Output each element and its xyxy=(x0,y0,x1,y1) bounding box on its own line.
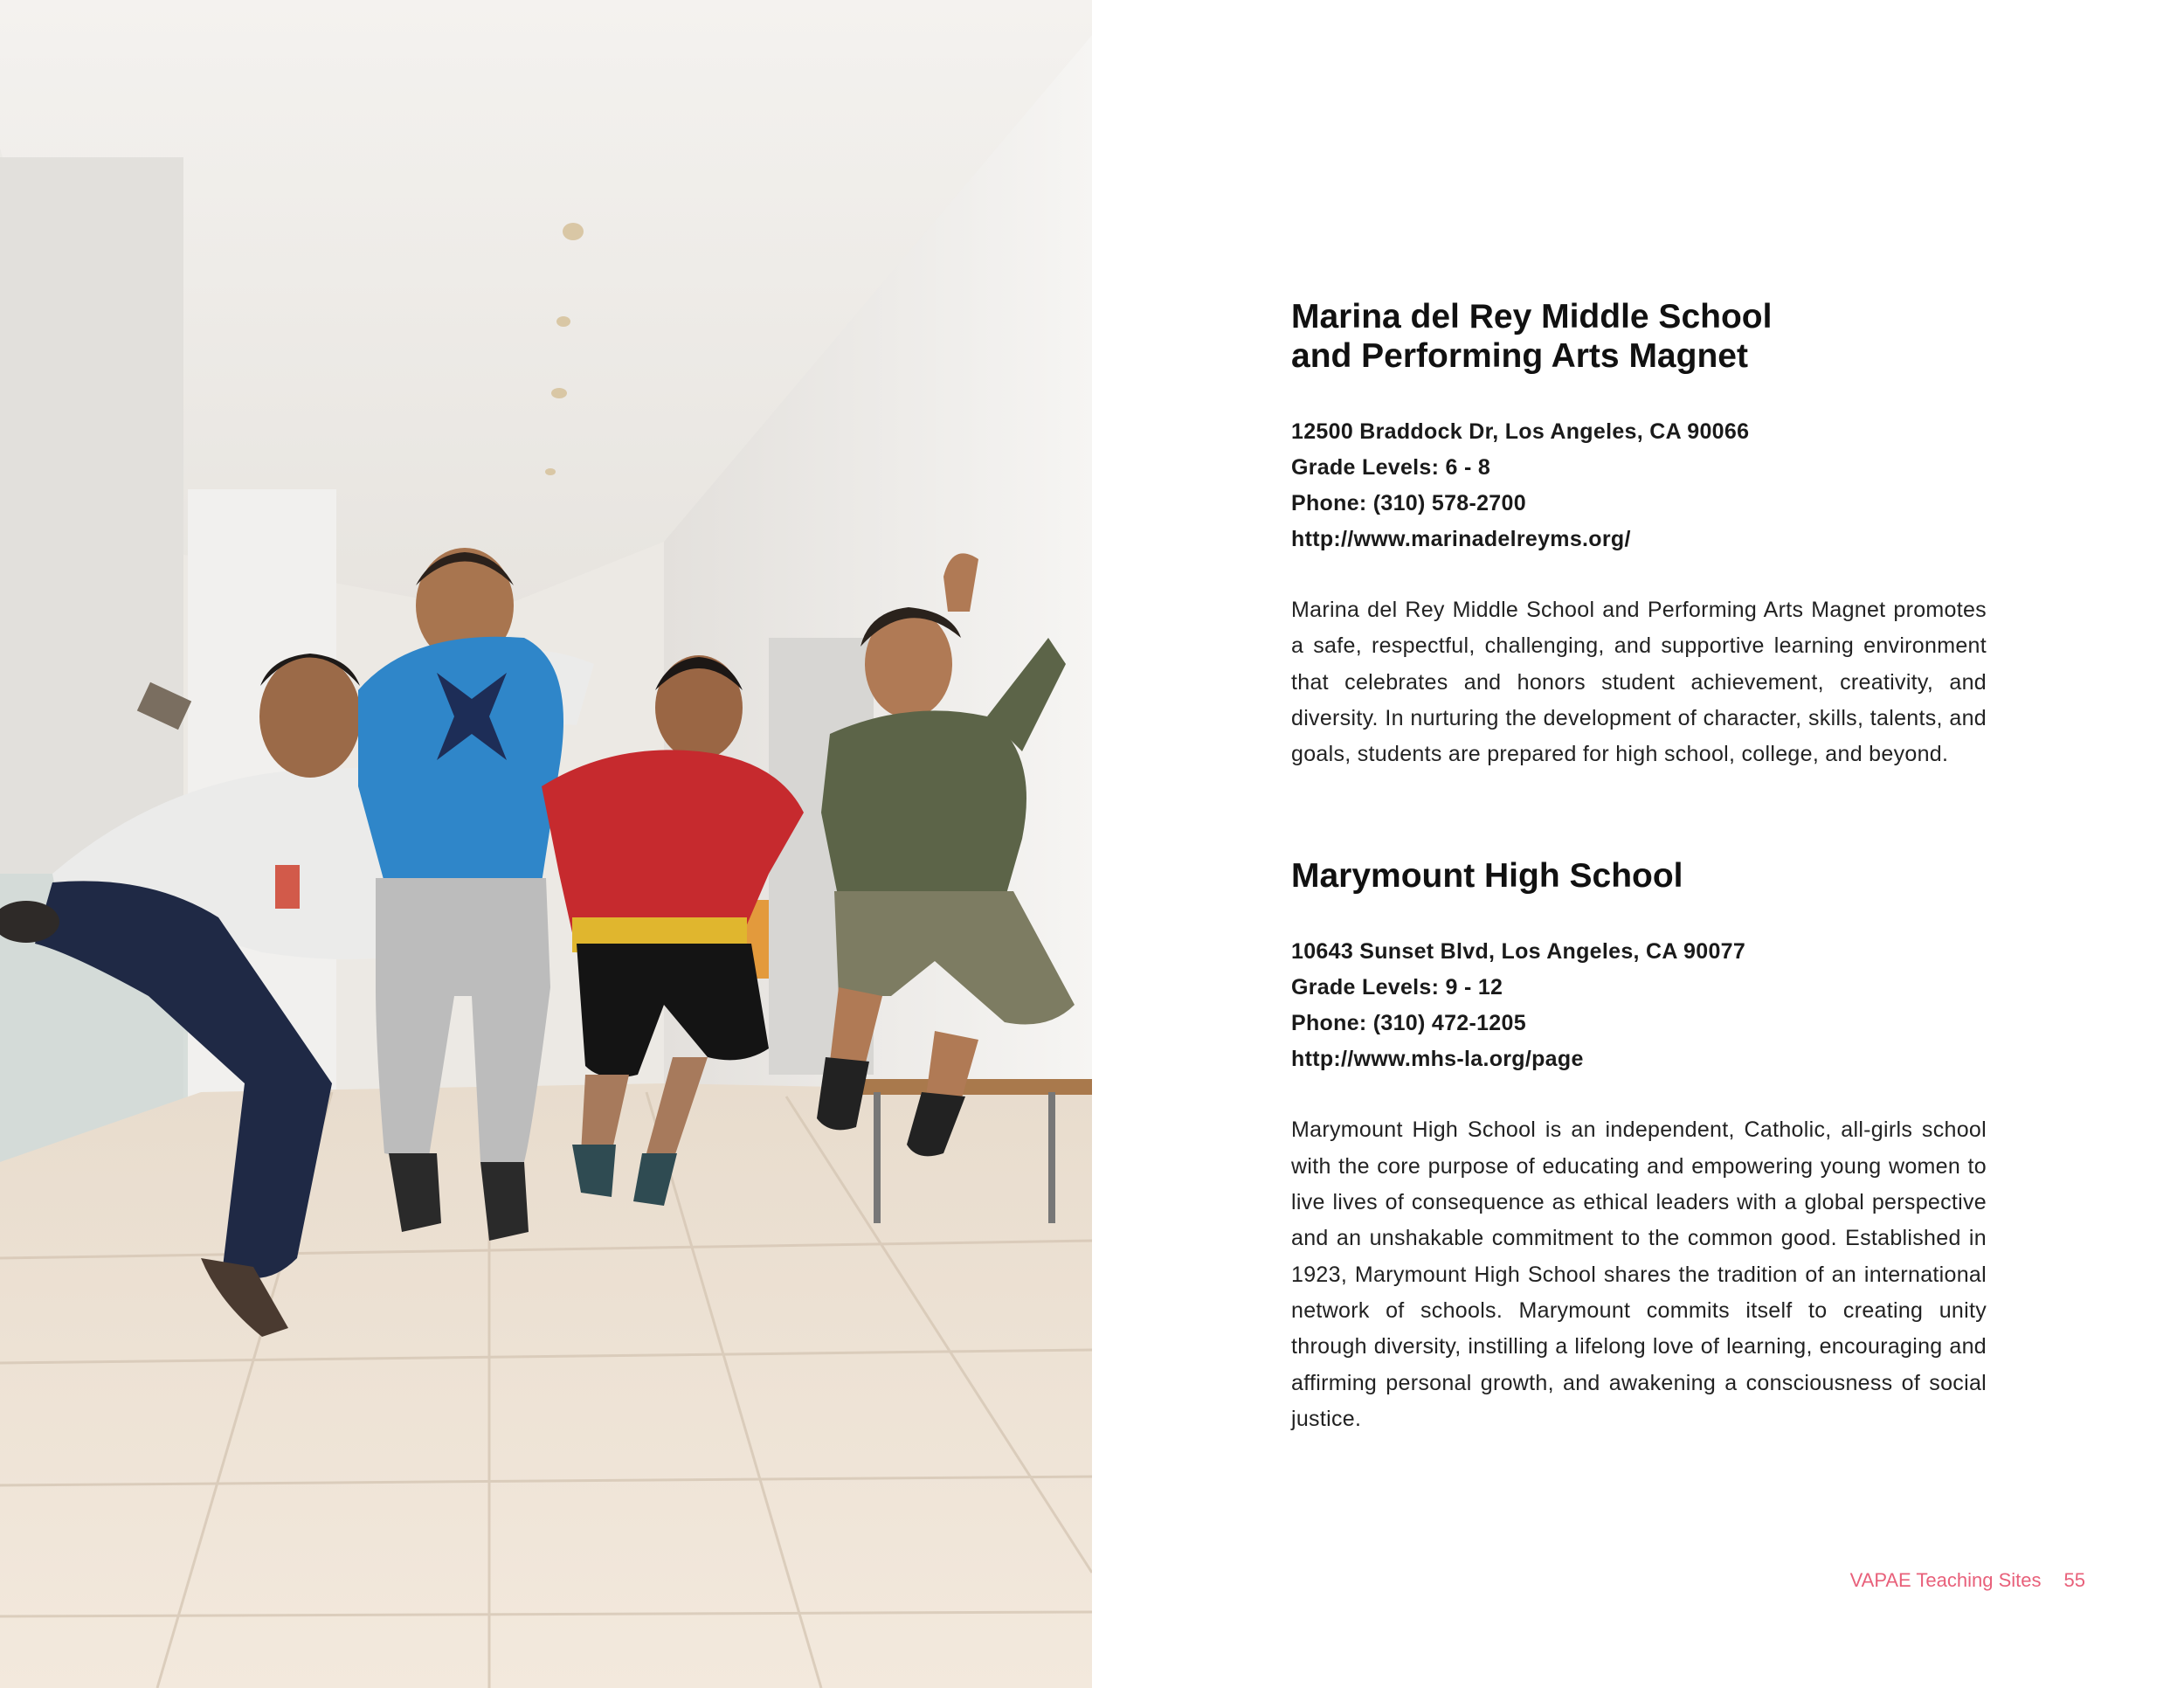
school-website-link[interactable]: http://www.mhs-la.org/page xyxy=(1291,1047,1584,1072)
school-details xyxy=(1291,414,1987,557)
school-phone: Phone: (310) 578-2700 xyxy=(1291,491,1526,515)
school-phone: Phone: (310) 472-1205 xyxy=(1291,1011,1526,1036)
school-grade-levels: Grade Levels: 9 - 12 xyxy=(1291,975,1503,1000)
school-title: Marymount High School xyxy=(1291,857,1683,896)
schools-text-column xyxy=(1291,297,1987,1437)
school-address: 12500 Braddock Dr, Los Angeles, CA 90066 xyxy=(1291,419,1750,444)
school-title-line1: Marina del Rey Middle School xyxy=(1291,298,1773,336)
school-details xyxy=(1291,934,1987,1077)
school-website-link[interactable]: http://www.marinadelreyms.org/ xyxy=(1291,527,1631,551)
school-title xyxy=(1291,297,1987,376)
page-number: 55 xyxy=(2063,1569,2085,1591)
school-entry-marymount xyxy=(1291,856,1987,1437)
school-grade-levels: Grade Levels: 6 - 8 xyxy=(1291,455,1491,480)
school-description: Marina del Rey Middle School and Performing Arts Magnet promotes a safe, respectful, challenging, and supportive learning environment that celebrates and honors student achievement, creativity, and diversity. In nurturing the development of character, skills, talents, and goals, students are prepared for high school, college, and beyond. xyxy=(1291,598,1987,767)
footer-section-title: VAPAE Teaching Sites xyxy=(1849,1569,2042,1591)
page-footer xyxy=(1850,1569,2085,1592)
school-title-line2: and Performing Arts Magnet xyxy=(1291,337,1748,375)
school-address: 10643 Sunset Blvd, Los Angeles, CA 90077 xyxy=(1291,939,1746,965)
school-entry-marina-del-rey xyxy=(1291,297,1987,772)
school-description: Marymount High School is an independent, Catholic, all-girls school with the core purpose of educating and empowering young women to live lives of consequence as ethical leaders with a global perspective and an unshakable commitment to the common good. Established in 1923, Marymount High School shares the tradition of an international network of schools. Marymount commits itself to creating unity through diversity, instilling a lifelong love of learning, encouraging and affirming personal growth, and awakening a consciousness of social justice. xyxy=(1291,1117,1987,1431)
